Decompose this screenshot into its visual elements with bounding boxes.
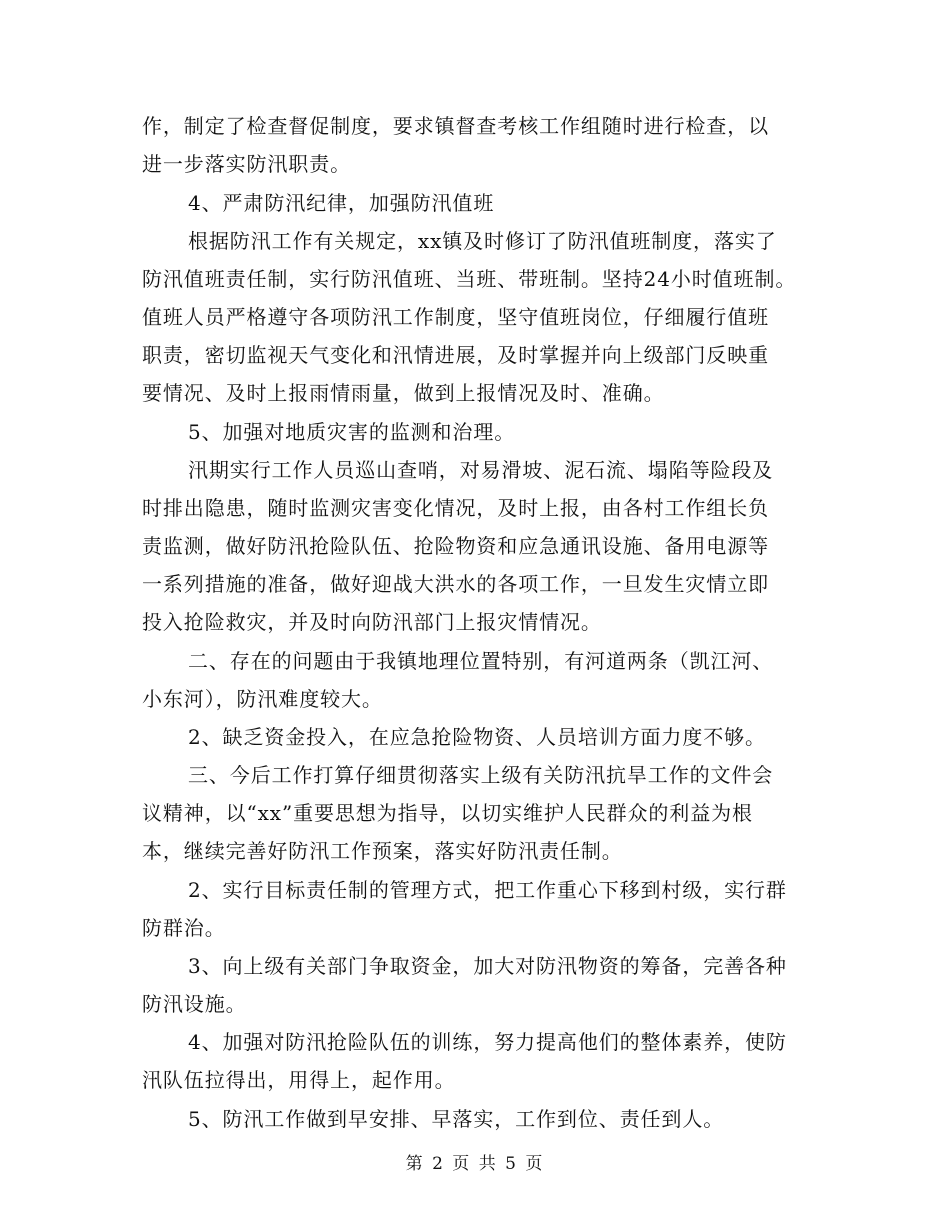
text-line: 5、加强对地质灾害的监测和治理。 [188,420,516,444]
text-line: 根据防汛工作有关规定，xx镇及时修订了防汛值班制度，落实了 [188,229,777,253]
text-line: 防汛设施。 [142,992,247,1016]
text-line: 4、严肃防汛纪律，加强防汛值班 [188,191,495,215]
text-line: 值班人员严格遵守各项防汛工作制度，坚守值班岗位，仔细履行值班 [142,305,769,329]
text-line: 一系列措施的准备，做好迎战大洪水的各项工作，一旦发生灾情立即 [142,572,769,596]
text-line: 作，制定了检查督促制度，要求镇督查考核工作组随时进行检查，以 [142,114,769,138]
page-number-footer: 第 2 页 共 5 页 [405,1154,545,1174]
text-line: 汛队伍拉得出，用得上，起作用。 [142,1068,456,1092]
text-line: 2、缺乏资金投入，在应急抢险物资、人员培训方面力度不够。 [188,725,766,749]
text-line: 5、防汛工作做到早安排、早落实，工作到位、责任到人。 [188,1107,725,1131]
text-line: 3、向上级有关部门争取资金，加大对防汛物资的筹备，完善各种 [188,954,787,978]
text-line: 责监测，做好防汛抢险队伍、抢险物资和应急通讯设施、备用电源等 [142,534,769,558]
text-line: 进一步落实防汛职责。 [142,152,351,176]
text-line: 防汛值班责任制，实行防汛值班、当班、带班制。坚持24小时值班制。 [142,267,797,291]
text-line: 小东河），防汛难度较大。 [142,687,383,711]
text-line: 要情况、及时上报雨情雨量，做到上报情况及时、准确。 [142,381,665,405]
text-line: 三、今后工作打算仔细贯彻落实上级有关防汛抗旱工作的文件会 [188,763,774,787]
text-line: 时排出隐患，随时监测灾害变化情况，及时上报，由各村工作组长负 [142,496,769,520]
text-line: 本，继续完善好防汛工作预案，落实好防汛责任制。 [142,839,623,863]
text-line: 职责，密切监视天气变化和汛情进展，及时掌握并向上级部门反映重 [142,343,769,367]
text-line: 4、加强对防汛抢险队伍的训练，努力提高他们的整体素养，使防 [188,1030,787,1054]
text-line: 投入抢险救灾，并及时向防汛部门上报灾情情况。 [142,610,602,634]
text-line: 二、存在的问题由于我镇地理位置特别，有河道两条（凯江河、 [188,649,774,673]
text-line: 议精神，以“xx”重要思想为指导，以切实维护人民群众的利益为根 [142,801,753,825]
text-line: 防群治。 [142,916,226,940]
text-line: 2、实行目标责任制的管理方式，把工作重心下移到村级，实行群 [188,878,787,902]
text-line: 汛期实行工作人员巡山查哨，对易滑坡、泥石流、塌陷等险段及 [188,458,774,482]
